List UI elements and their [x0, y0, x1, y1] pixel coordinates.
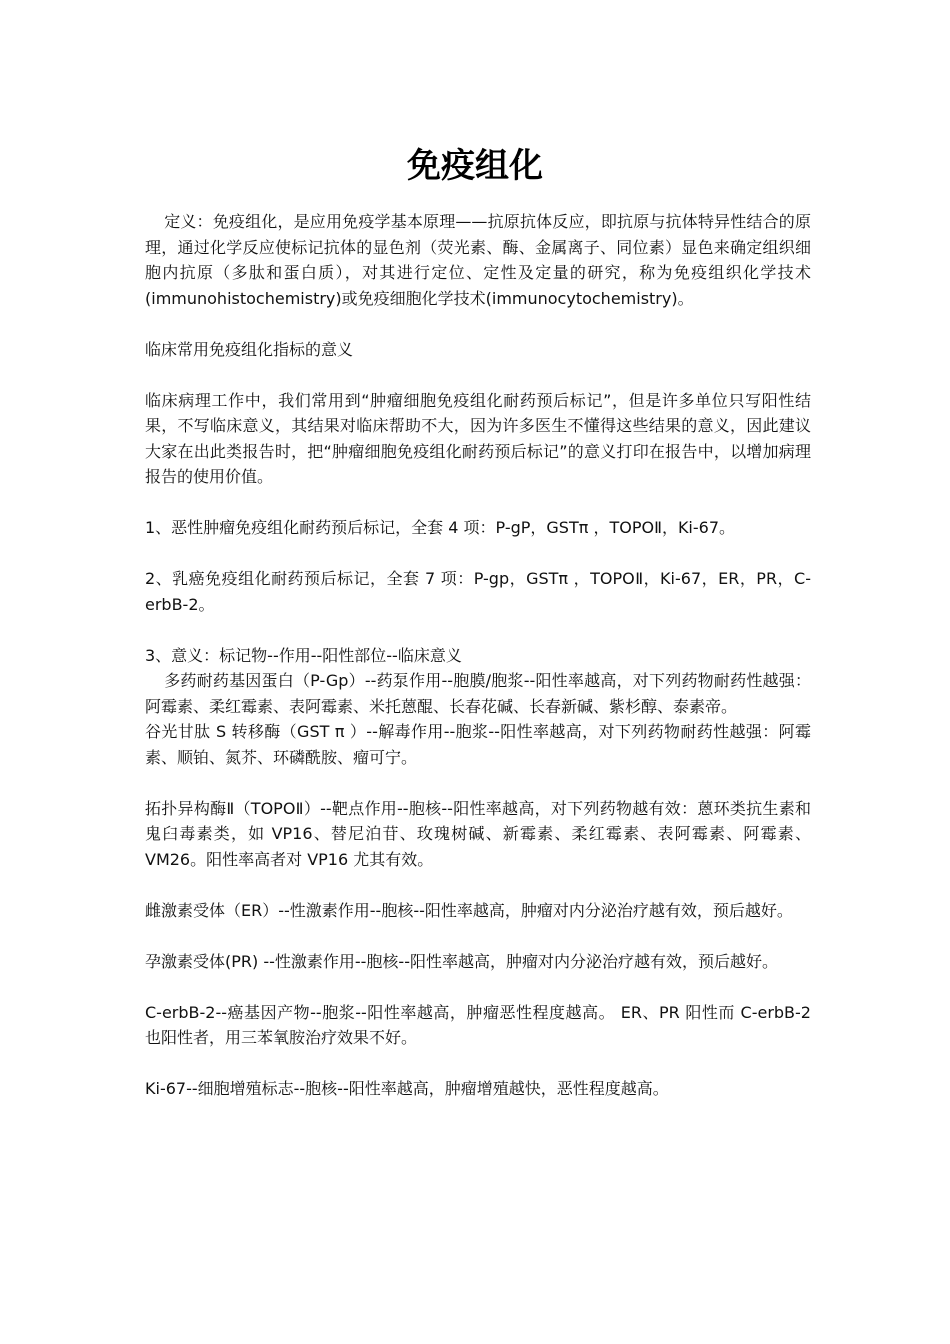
list-item-3-heading: 3、意义：标记物--作用--阳性部位--临床意义 — [145, 645, 462, 665]
definition-paragraph: 定义：免疫组化，是应用免疫学基本原理——抗原抗体反应，即抗原与抗体特异性结合的原理，通过化学反应使标记抗体的显色剂（荧光素、酶、金属离子、同位素）显色来确定组织细胞内抗原（多肽和蛋白质），对其进行定位、定性及定量的研究，称为免疫组织化学技术(immunohistochemistry)或免疫细胞化学技术(immunocytochemistry)。 — [145, 212, 811, 308]
marker-cerbb2: C-erbB-2--癌基因产物--胞浆--阳性率越高，肿瘤恶性程度越高。 ER、PR 阳性而 C-erbB-2 也阳性者，用三苯氧胺治疗效果不好。 — [145, 1002, 811, 1047]
list-item-1: 1、恶性肿瘤免疫组化耐药预后标记，全套 4 项：P-gP，GSTπ ，TOPOⅡ，Ki-67。 — [145, 518, 736, 537]
marker-pr: 孕激素受体(PR) --性激素作用--胞核--阳性率越高，肿瘤对内分泌治疗越有效，预后越好。 — [145, 951, 778, 971]
marker-pgp: 多药耐药基因蛋白（P-Gp）--药泵作用--胞膜/胞浆--阳性率越高，对下列药物耐药性越强：阿霉素、柔红霉素、表阿霉素、米托蒽醌、长春花碱、长春新碱、紫杉醇、泰素帝。 — [145, 671, 811, 716]
section-heading: 临床常用免疫组化指标的意义 — [145, 339, 354, 359]
list-item-2: 2、乳癌免疫组化耐药预后标记，全套 7 项：P-gp，GSTπ ，TOPOⅡ，Ki-67，ER，PR，C-erbB-2。 — [145, 569, 811, 614]
marker-gst: 谷光甘肽 S 转移酶（GST π ）--解毒作用--胞浆--阳性率越高，对下列药物耐药性越强：阿霉素、顺铂、氮芥、环磷酰胺、瘤可宁。 — [145, 722, 811, 767]
marker-ki67: Ki-67--细胞增殖标志--胞核--阳性率越高，肿瘤增殖越快，恶性程度越高。 — [145, 1079, 669, 1098]
marker-er: 雌激素受体（ER）--性激素作用--胞核--阳性率越高，肿瘤对内分泌治疗越有效，预后越好。 — [145, 900, 793, 920]
marker-topo: 拓扑异构酶Ⅱ（TOPOⅡ）--靶点作用--胞核--阳性率越高，对下列药物越有效：蒽环类抗生素和鬼臼毒素类，如 VP16、替尼泊苷、玫瑰树碱、新霉素、柔红霉素、表阿霉素、阿霉素、VM26。阳性率高者对 VP16 尤其有效。 — [145, 798, 811, 869]
intro-paragraph: 临床病理工作中，我们常用到“肿瘤细胞免疫组化耐药预后标记”，但是许多单位只写阳性结果，不写临床意义，其结果对临床帮助不大，因为许多医生不懂得这些结果的意义，因此建议大家在出此类报告时，把“肿瘤细胞免疫组化耐药预后标记”的意义打印在报告中，以增加病理报告的使用价值。 — [145, 390, 811, 486]
document-body — [145, 209, 811, 1127]
document-title: 免疫组化 — [407, 145, 543, 186]
